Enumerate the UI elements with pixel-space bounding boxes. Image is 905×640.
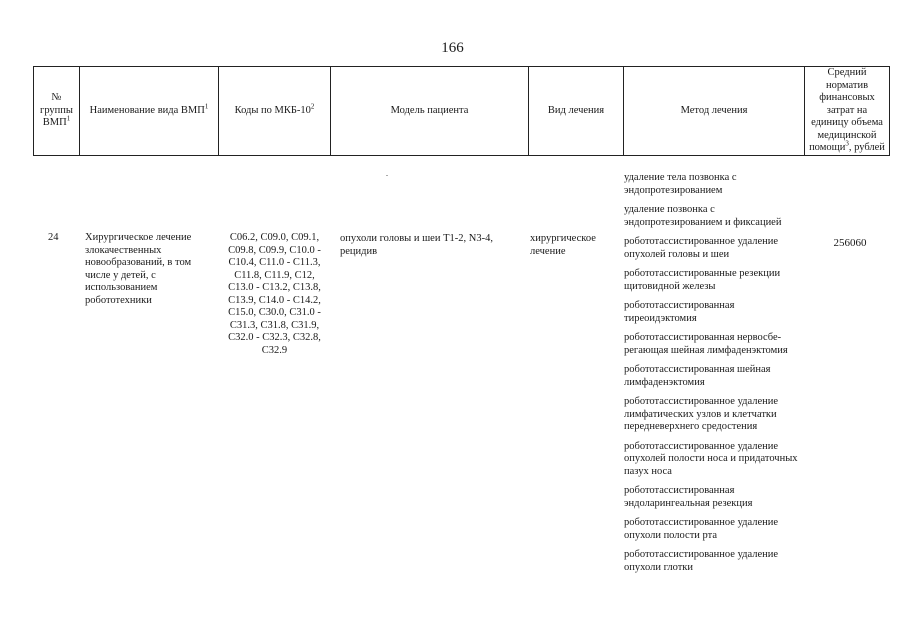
method-item: робототассистированное удаление опухолей головы и шеи: [624, 236, 779, 260]
method-item: робототассистированные резекции щитовидной железы: [624, 268, 781, 292]
row-model: опухоли головы и шеи T1-2, N3-4, рецидив: [340, 233, 493, 257]
method-item: удаление позвонка с эндопротезированием и фиксацией: [624, 204, 782, 228]
row-cost: 256060: [833, 237, 867, 249]
row-name: Хирургическое лечение злокачественных новообразований, в том числе у детей, с использованием робототехники: [85, 232, 192, 306]
method-item: робототассистированное удаление опухоли полости рта: [624, 517, 779, 541]
row-treatment-type: хирургическое лечение: [530, 233, 596, 257]
page-number: 166: [441, 40, 464, 56]
header-model: Модель пациента: [331, 67, 529, 156]
scan-speck: [386, 175, 388, 176]
method-item: робототассистированное удаление опухоли глотки: [624, 549, 779, 573]
method-item: робототассистированная эндоларингеальная резекция: [624, 485, 753, 509]
method-item: робототассистированная нервосберегающая шейная лимфаденэктомия: [624, 332, 788, 356]
header-codes: Коды по МКБ-$10^2$: [219, 67, 331, 156]
method-item: удаление тела позвонка с эндопротезированием: [624, 172, 737, 196]
header-cost: Средний норматив финансовых затрат на единицу объема медицинской помощи$^3$, рублей: [805, 67, 890, 156]
table-header: [33, 66, 890, 156]
method-item: робототассистированная шейная лимфаденэктомия: [624, 364, 771, 388]
header-method: Метод лечения: [624, 67, 805, 156]
header-treatment-type: Вид лечения: [529, 67, 624, 156]
header-group-number: № группы ВМП$^1$: [34, 67, 80, 156]
methods-list: [624, 172, 804, 581]
method-item: робототассистированное удаление лимфатических узлов и клетчатки передневерхнего средостения: [624, 396, 779, 432]
row-group-number: 24: [48, 232, 59, 243]
row-codes: C06.2, C09.0, C09.1, C09.8, C09.9, C10.0 - C10.4, C11.0 - C11.3, C11.8, C11.9, C12, C13.0 - C13.2, C13.8, C13.9, C14.0 - C14.2, C15.0, C30.0, C31.0 - C31.3, C31.8, C31.9, C32.0 - C32.3, C32.8, C32.9: [228, 232, 321, 356]
header-name: Наименование вида ВМП$^1$: [80, 67, 219, 156]
method-item: робототассистированная тиреоидэктомия: [624, 300, 735, 324]
method-item: робототассистированное удаление опухолей полости носа и придаточных пазух носа: [624, 440, 798, 477]
